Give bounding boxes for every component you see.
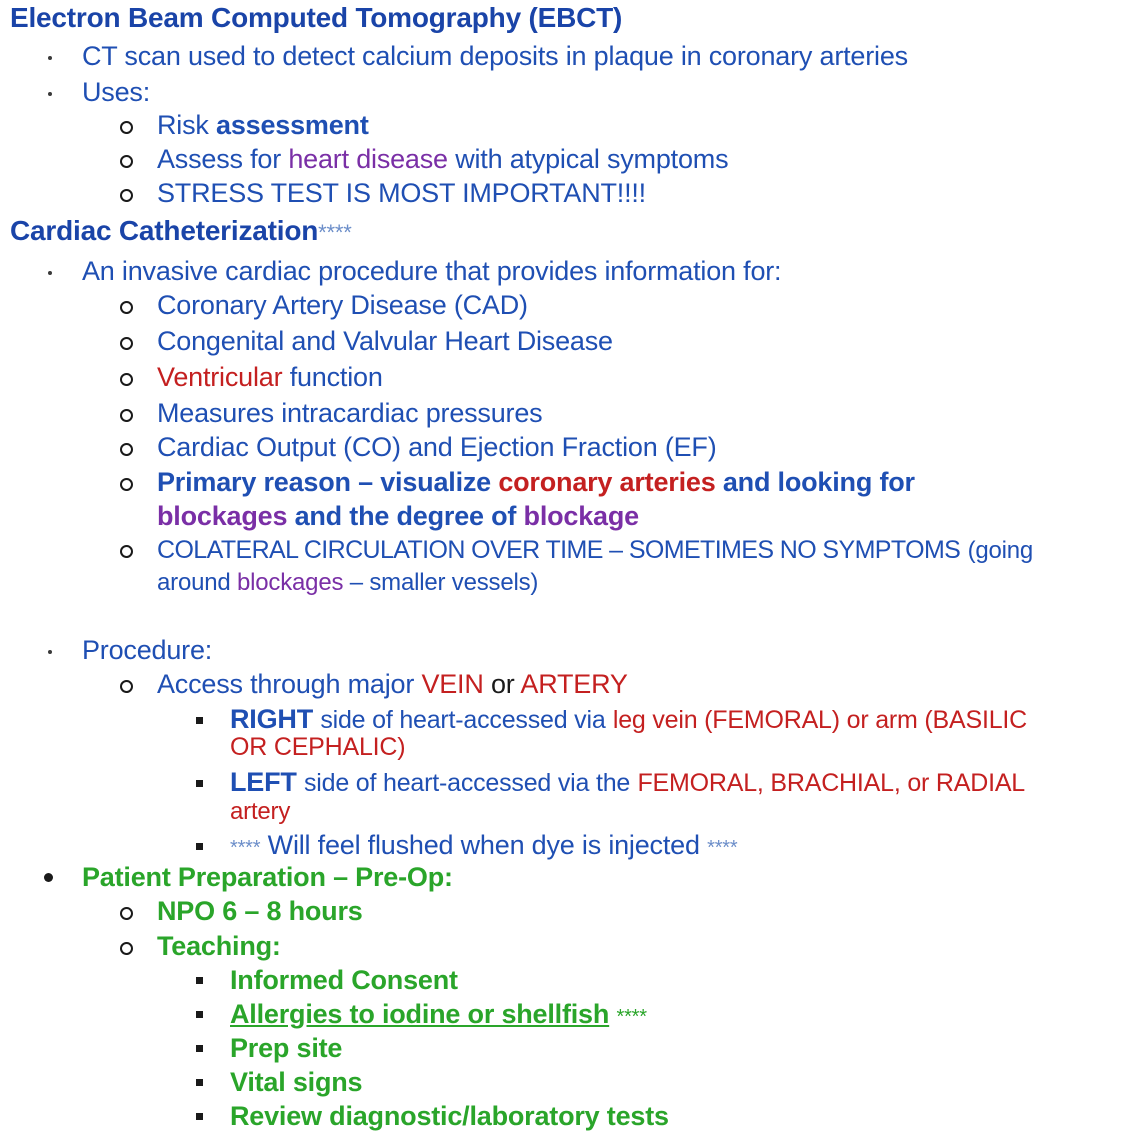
cath-heading: Cardiac Catheterization**** <box>10 215 352 246</box>
ebct-description: CT scan used to detect calcium deposits in plaque in coronary arteries <box>82 41 908 71</box>
bullet-square <box>196 1113 203 1120</box>
cath-co: Cardiac Output (CO) and Ejection Fraction (EF) <box>157 432 717 462</box>
bullet-ring <box>120 155 133 168</box>
bullet-ring <box>120 409 133 422</box>
bullet-ring <box>120 443 133 456</box>
teaching-prep-site: Prep site <box>230 1033 343 1063</box>
bullet-ring <box>120 942 133 955</box>
bullet-ring <box>120 545 133 558</box>
teaching-vitals: Vital signs <box>230 1067 363 1097</box>
bullet-ring <box>120 189 133 202</box>
bullet-ring <box>120 337 133 350</box>
cath-congenital: Congenital and Valvular Heart Disease <box>157 326 613 356</box>
bullet-ring <box>120 121 133 134</box>
cath-primary-line2: blockages and the degree of blockage <box>157 501 639 531</box>
cath-collateral-line1: COLATERAL CIRCULATION OVER TIME – SOMETIMES NO SYMPTOMS (going <box>157 536 1034 564</box>
teaching-consent: Informed Consent <box>230 965 458 995</box>
cath-intro: An invasive cardiac procedure that provides information for: <box>82 256 782 286</box>
cath-collateral-line2: around blockages – smaller vessels) <box>157 569 539 596</box>
teaching-allergies: Allergies to iodine or shellfish **** <box>230 999 647 1029</box>
bullet-square <box>196 717 203 724</box>
bullet-square <box>196 1079 203 1086</box>
bullet-dot <box>48 271 52 275</box>
bullet-ring <box>120 373 133 386</box>
bullet-dot <box>48 650 52 654</box>
bullet-square <box>196 780 203 787</box>
bullet-square <box>196 1045 203 1052</box>
access-right-line2: OR CEPHALIC) <box>230 733 406 761</box>
cath-primary-line1: Primary reason – visualize coronary arteries and looking for <box>157 467 915 497</box>
bullet-disc <box>44 873 53 882</box>
procedure-label: Procedure: <box>82 635 213 665</box>
access-flush-note: **** Will feel flushed when dye is injected **** <box>230 830 738 860</box>
pre-op-npo: NPO 6 – 8 hours <box>157 896 363 926</box>
bullet-square <box>196 977 203 984</box>
access-right-line1: RIGHT side of heart-accessed via leg vein (FEMORAL) or arm (BASILIC <box>230 704 1027 734</box>
pre-op-heading: Patient Preparation – Pre-Op: <box>82 862 453 892</box>
bullet-dot <box>48 56 52 60</box>
cath-cad: Coronary Artery Disease (CAD) <box>157 290 528 320</box>
bullet-dot <box>48 92 52 96</box>
bullet-ring <box>120 478 133 491</box>
procedure-access: Access through major VEIN or ARTERY <box>157 669 628 699</box>
use-risk: Risk assessment <box>157 110 369 140</box>
bullet-ring <box>120 907 133 920</box>
pre-op-teaching: Teaching: <box>157 931 281 961</box>
ebct-uses: Uses: <box>82 77 151 107</box>
access-left-line2: artery <box>230 798 291 825</box>
use-assess: Assess for heart disease with atypical symptoms <box>157 144 729 174</box>
use-stress: STRESS TEST IS MOST IMPORTANT!!!! <box>157 178 646 208</box>
access-left-line1: LEFT side of heart-accessed via the FEMORAL, BRACHIAL, or RADIAL <box>230 767 1026 797</box>
bullet-ring <box>120 680 133 693</box>
bullet-square <box>196 843 203 850</box>
cath-ventricular: Ventricular function <box>157 362 383 392</box>
teaching-review: Review diagnostic/laboratory tests <box>230 1101 669 1131</box>
ebct-heading: Electron Beam Computed Tomography (EBCT) <box>10 2 623 33</box>
bullet-ring <box>120 301 133 314</box>
bullet-square <box>196 1011 203 1018</box>
cath-pressures: Measures intracardiac pressures <box>157 398 543 428</box>
